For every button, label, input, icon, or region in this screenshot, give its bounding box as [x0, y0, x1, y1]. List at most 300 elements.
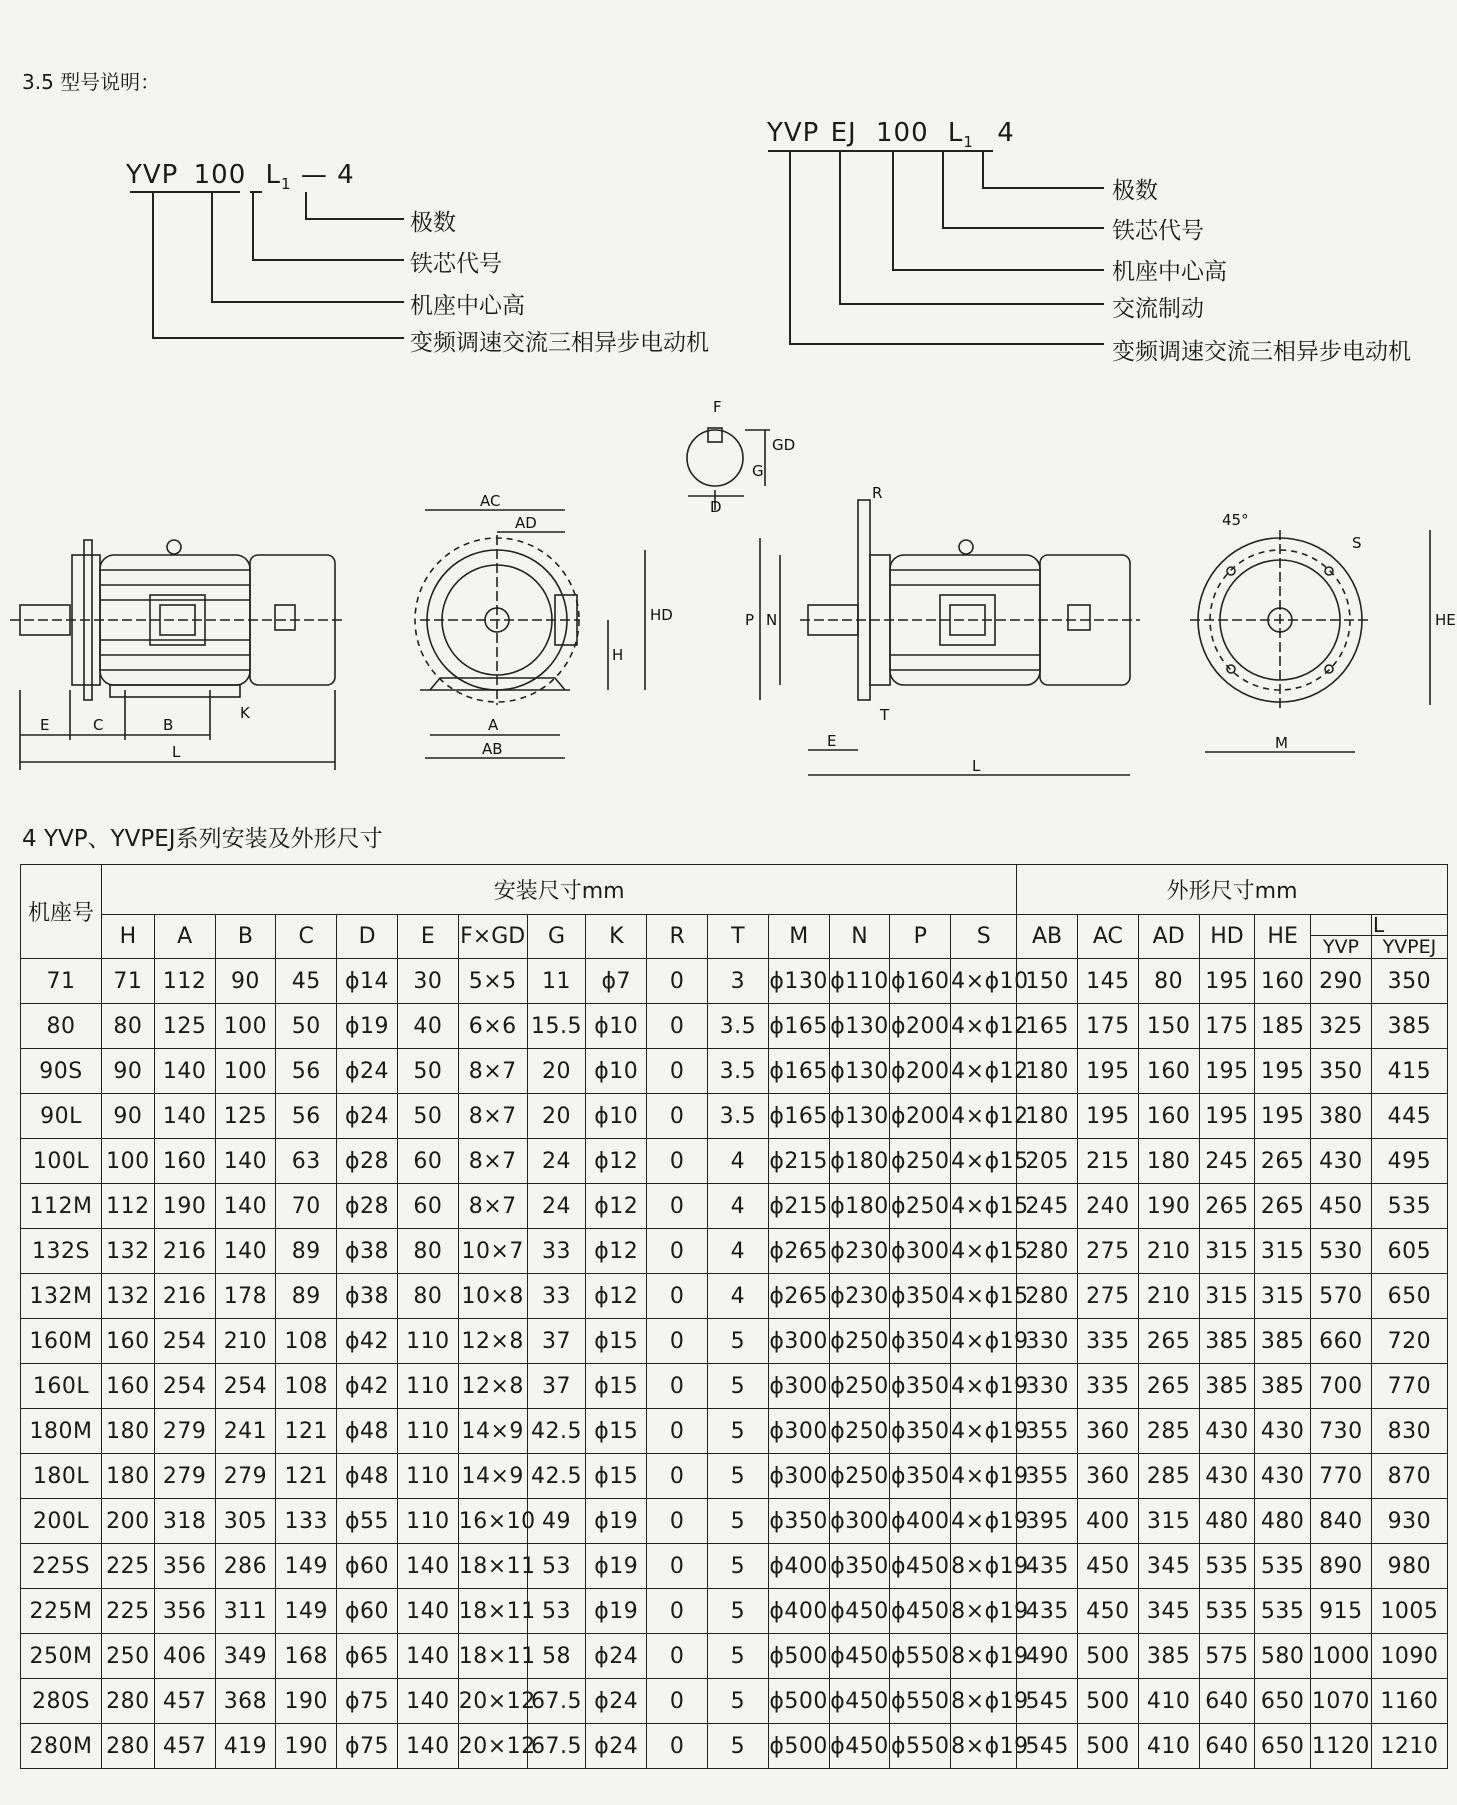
value-cell: 345: [1138, 1544, 1199, 1589]
value-cell: 0: [647, 1679, 708, 1724]
value-cell: ϕ24: [337, 1094, 398, 1139]
model-code-right: [767, 118, 1015, 151]
value-cell: 1005: [1371, 1589, 1447, 1634]
value-cell: 315: [1199, 1229, 1255, 1274]
table-row: [21, 1094, 1448, 1139]
dim-B: B: [163, 716, 174, 734]
value-cell: 8×7: [458, 1139, 527, 1184]
value-cell: 279: [154, 1409, 215, 1454]
value-cell: 42.5: [527, 1409, 586, 1454]
value-cell: 20×12: [458, 1679, 527, 1724]
value-cell: 40: [397, 1004, 458, 1049]
value-cell: 71: [102, 959, 155, 1004]
value-cell: 360: [1077, 1454, 1138, 1499]
frame-cell: 225S: [21, 1544, 102, 1589]
value-cell: 5: [707, 1409, 768, 1454]
value-cell: 14×9: [458, 1409, 527, 1454]
table-row: [21, 1634, 1448, 1679]
value-cell: 20: [527, 1049, 586, 1094]
value-cell: ϕ250: [829, 1364, 890, 1409]
value-cell: ϕ350: [890, 1319, 951, 1364]
table-row: [21, 1454, 1448, 1499]
value-cell: 4: [707, 1139, 768, 1184]
value-cell: 286: [215, 1544, 276, 1589]
value-cell: 4×ϕ12: [951, 1049, 1017, 1094]
value-cell: 140: [215, 1139, 276, 1184]
value-cell: 0: [647, 1409, 708, 1454]
value-cell: 195: [1077, 1094, 1138, 1139]
value-cell: 241: [215, 1409, 276, 1454]
value-cell: 185: [1255, 1004, 1311, 1049]
value-cell: 5: [707, 1544, 768, 1589]
value-cell: 870: [1371, 1454, 1447, 1499]
value-cell: 8×ϕ19: [951, 1544, 1017, 1589]
dim-G: G: [752, 462, 764, 480]
value-cell: 315: [1199, 1274, 1255, 1319]
frame-cell: 71: [21, 959, 102, 1004]
value-cell: 125: [215, 1094, 276, 1139]
value-cell: 67.5: [527, 1724, 586, 1769]
value-cell: ϕ10: [586, 1094, 647, 1139]
value-cell: 110: [397, 1499, 458, 1544]
value-cell: 4×ϕ19: [951, 1499, 1017, 1544]
value-cell: 535: [1199, 1544, 1255, 1589]
value-cell: 330: [1017, 1364, 1078, 1409]
value-cell: ϕ24: [586, 1679, 647, 1724]
table-row: [21, 1589, 1448, 1634]
value-cell: 50: [397, 1094, 458, 1139]
value-cell: 8×ϕ19: [951, 1679, 1017, 1724]
value-cell: 16×10: [458, 1499, 527, 1544]
value-cell: 305: [215, 1499, 276, 1544]
dim-S: S: [1352, 534, 1362, 552]
value-cell: 419: [215, 1724, 276, 1769]
col-header: F×GD: [458, 915, 527, 959]
value-cell: 430: [1255, 1454, 1311, 1499]
value-cell: ϕ450: [829, 1724, 890, 1769]
col-header-l-yvp: [1311, 913, 1385, 959]
value-cell: ϕ55: [337, 1499, 398, 1544]
value-cell: 368: [215, 1679, 276, 1724]
label-height-right: 机座中心高: [1112, 259, 1227, 285]
table-row: [21, 1409, 1448, 1454]
value-cell: 275: [1077, 1229, 1138, 1274]
value-cell: 575: [1199, 1634, 1255, 1679]
value-cell: 830: [1371, 1409, 1447, 1454]
value-cell: 42.5: [527, 1454, 586, 1499]
value-cell: 650: [1371, 1274, 1447, 1319]
dim-K: K: [240, 704, 250, 722]
dim-A: A: [488, 716, 499, 734]
value-cell: 5: [707, 1724, 768, 1769]
value-cell: ϕ300: [768, 1454, 829, 1499]
value-cell: 3.5: [707, 1094, 768, 1139]
value-cell: 335: [1077, 1319, 1138, 1364]
value-cell: 385: [1199, 1319, 1255, 1364]
col-header: G: [527, 915, 586, 959]
value-cell: 110: [397, 1364, 458, 1409]
value-cell: 430: [1199, 1454, 1255, 1499]
value-cell: ϕ28: [337, 1139, 398, 1184]
value-cell: ϕ265: [768, 1274, 829, 1319]
value-cell: 195: [1199, 1049, 1255, 1094]
dim-D: D: [710, 498, 722, 516]
value-cell: ϕ165: [768, 1094, 829, 1139]
value-cell: ϕ450: [890, 1589, 951, 1634]
value-cell: 53: [527, 1544, 586, 1589]
value-cell: 70: [276, 1184, 337, 1229]
value-cell: 254: [154, 1364, 215, 1409]
value-cell: ϕ165: [768, 1004, 829, 1049]
value-cell: 145: [1077, 959, 1138, 1004]
value-cell: 110: [397, 1454, 458, 1499]
value-cell: ϕ350: [890, 1364, 951, 1409]
value-cell: 0: [647, 1724, 708, 1769]
value-cell: 160: [102, 1364, 155, 1409]
value-cell: 280: [102, 1724, 155, 1769]
label-poles-left: 极数: [410, 210, 456, 236]
value-cell: 63: [276, 1139, 337, 1184]
value-cell: 240: [1077, 1184, 1138, 1229]
dim-L: L: [172, 743, 181, 761]
value-cell: 37: [527, 1364, 586, 1409]
value-cell: 110: [397, 1319, 458, 1364]
code-dash: —: [300, 160, 328, 190]
dim-45: 45°: [1222, 511, 1249, 529]
value-cell: 285: [1138, 1409, 1199, 1454]
value-cell: 4×ϕ15: [951, 1139, 1017, 1184]
value-cell: 140: [154, 1049, 215, 1094]
value-cell: ϕ500: [768, 1634, 829, 1679]
value-cell: ϕ200: [890, 1049, 951, 1094]
value-cell: 110: [397, 1409, 458, 1454]
value-cell: ϕ250: [829, 1454, 890, 1499]
section-35-title: 3.5 型号说明：: [22, 70, 161, 94]
value-cell: 140: [397, 1589, 458, 1634]
dim-E2: E: [827, 732, 837, 750]
frame-cell: 160M: [21, 1319, 102, 1364]
value-cell: 315: [1138, 1499, 1199, 1544]
value-cell: ϕ60: [337, 1544, 398, 1589]
value-cell: 140: [215, 1184, 276, 1229]
value-cell: 190: [276, 1724, 337, 1769]
value-cell: ϕ500: [768, 1679, 829, 1724]
column-header-row: [21, 915, 1448, 959]
value-cell: 132: [102, 1274, 155, 1319]
value-cell: 56: [276, 1094, 337, 1139]
value-cell: ϕ200: [890, 1004, 951, 1049]
value-cell: 265: [1199, 1184, 1255, 1229]
value-cell: 605: [1371, 1229, 1447, 1274]
value-cell: 49: [527, 1499, 586, 1544]
value-cell: ϕ15: [586, 1319, 647, 1364]
value-cell: 250: [102, 1634, 155, 1679]
value-cell: 5: [707, 1634, 768, 1679]
front-view-drawing: [415, 510, 645, 758]
value-cell: 245: [1199, 1139, 1255, 1184]
value-cell: 180: [1138, 1139, 1199, 1184]
value-cell: 1070: [1311, 1679, 1372, 1724]
value-cell: 108: [276, 1364, 337, 1409]
motor-drawings: [0, 390, 1457, 810]
value-cell: ϕ15: [586, 1364, 647, 1409]
value-cell: ϕ10: [586, 1049, 647, 1094]
value-cell: 18×11: [458, 1589, 527, 1634]
value-cell: 1160: [1371, 1679, 1447, 1724]
value-cell: 180: [1017, 1049, 1078, 1094]
value-cell: 5: [707, 1589, 768, 1634]
label-brake-right: 交流制动: [1112, 296, 1204, 322]
dim-M: M: [1275, 734, 1288, 752]
value-cell: 5×5: [458, 959, 527, 1004]
value-cell: 430: [1311, 1139, 1372, 1184]
value-cell: 495: [1371, 1139, 1447, 1184]
value-cell: 190: [154, 1184, 215, 1229]
col-header-l-yvpej: [1371, 915, 1447, 959]
frame-cell: 100L: [21, 1139, 102, 1184]
value-cell: 325: [1311, 1004, 1372, 1049]
value-cell: 490: [1017, 1634, 1078, 1679]
code-height: 100: [193, 160, 247, 190]
value-cell: 450: [1311, 1184, 1372, 1229]
value-cell: 195: [1255, 1049, 1311, 1094]
value-cell: ϕ19: [586, 1589, 647, 1634]
value-cell: 11: [527, 959, 586, 1004]
value-cell: 457: [154, 1679, 215, 1724]
value-cell: 730: [1311, 1409, 1372, 1454]
value-cell: 4×ϕ15: [951, 1274, 1017, 1319]
value-cell: 545: [1017, 1724, 1078, 1769]
table-row: [21, 1679, 1448, 1724]
value-cell: 840: [1311, 1499, 1372, 1544]
table-row: [21, 1364, 1448, 1409]
value-cell: 180: [102, 1409, 155, 1454]
frame-cell: 112M: [21, 1184, 102, 1229]
col-header: N: [829, 915, 890, 959]
frame-cell: 280M: [21, 1724, 102, 1769]
col-header: D: [337, 915, 398, 959]
value-cell: 335: [1077, 1364, 1138, 1409]
value-cell: 280: [1017, 1229, 1078, 1274]
value-cell: ϕ110: [829, 959, 890, 1004]
value-cell: 37: [527, 1319, 586, 1364]
value-cell: 100: [102, 1139, 155, 1184]
dim-HE: HE: [1435, 611, 1456, 629]
value-cell: 265: [1255, 1184, 1311, 1229]
value-cell: ϕ48: [337, 1454, 398, 1499]
value-cell: 205: [1017, 1139, 1078, 1184]
value-cell: 0: [647, 1184, 708, 1229]
value-cell: 450: [1077, 1589, 1138, 1634]
value-cell: 80: [1138, 959, 1199, 1004]
value-cell: 175: [1199, 1004, 1255, 1049]
value-cell: 245: [1017, 1184, 1078, 1229]
value-cell: ϕ180: [829, 1139, 890, 1184]
value-cell: 4×ϕ10: [951, 959, 1017, 1004]
value-cell: 132: [102, 1229, 155, 1274]
value-cell: 280: [102, 1679, 155, 1724]
value-cell: 100: [215, 1049, 276, 1094]
value-cell: 180: [1017, 1094, 1078, 1139]
value-cell: ϕ19: [586, 1499, 647, 1544]
value-cell: 385: [1138, 1634, 1199, 1679]
col-header: T: [707, 915, 768, 959]
value-cell: 4×ϕ19: [951, 1319, 1017, 1364]
value-cell: 265: [1138, 1319, 1199, 1364]
value-cell: ϕ24: [586, 1724, 647, 1769]
value-cell: 60: [397, 1184, 458, 1229]
value-cell: 770: [1371, 1364, 1447, 1409]
side-view-drawing: [10, 540, 345, 770]
table-row: [21, 1049, 1448, 1094]
col-header: B: [215, 915, 276, 959]
value-cell: ϕ550: [890, 1724, 951, 1769]
value-cell: 330: [1017, 1319, 1078, 1364]
value-cell: ϕ300: [890, 1229, 951, 1274]
value-cell: ϕ400: [768, 1544, 829, 1589]
value-cell: ϕ38: [337, 1274, 398, 1319]
dimensions-table: [20, 864, 1448, 1769]
label-height-left: 机座中心高: [410, 293, 525, 319]
value-cell: ϕ200: [890, 1094, 951, 1139]
value-cell: 20×12: [458, 1724, 527, 1769]
value-cell: 33: [527, 1274, 586, 1319]
col-header: AC: [1077, 915, 1138, 959]
value-cell: 216: [154, 1229, 215, 1274]
col-header: HE: [1255, 915, 1311, 959]
value-cell: 345: [1138, 1589, 1199, 1634]
value-cell: ϕ400: [768, 1589, 829, 1634]
value-cell: 545: [1017, 1679, 1078, 1724]
dim-HD: HD: [650, 606, 673, 624]
label-motor-left: 变频调速交流三相异步电动机: [410, 330, 709, 356]
value-cell: 160: [102, 1319, 155, 1364]
value-cell: ϕ7: [586, 959, 647, 1004]
value-cell: 4: [707, 1229, 768, 1274]
col-header-l-label: YVP: [1311, 935, 1371, 958]
value-cell: ϕ48: [337, 1409, 398, 1454]
value-cell: 160: [154, 1139, 215, 1184]
flange-side-view-drawing: [760, 500, 1140, 775]
value-cell: 0: [647, 959, 708, 1004]
value-cell: 200: [102, 1499, 155, 1544]
col-header-install: 安装尺寸mm: [102, 865, 1017, 915]
value-cell: ϕ60: [337, 1589, 398, 1634]
dim-F: F: [713, 398, 722, 416]
value-cell: 160: [1138, 1049, 1199, 1094]
value-cell: 50: [276, 1004, 337, 1049]
value-cell: 0: [647, 1319, 708, 1364]
col-header-l: L: [1372, 913, 1385, 937]
value-cell: 80: [102, 1004, 155, 1049]
value-cell: 160: [1138, 1094, 1199, 1139]
dim-C: C: [93, 716, 104, 734]
value-cell: ϕ14: [337, 959, 398, 1004]
value-cell: 415: [1371, 1049, 1447, 1094]
code-core: L: [265, 160, 282, 190]
dim-E: E: [40, 716, 50, 734]
dim-N: N: [766, 611, 778, 629]
col-header-frame: 机座号: [21, 865, 102, 959]
value-cell: ϕ450: [829, 1634, 890, 1679]
value-cell: 80: [397, 1274, 458, 1319]
frame-cell: 250M: [21, 1634, 102, 1679]
value-cell: 930: [1371, 1499, 1447, 1544]
value-cell: 640: [1199, 1679, 1255, 1724]
value-cell: 4×ϕ15: [951, 1184, 1017, 1229]
value-cell: 311: [215, 1589, 276, 1634]
value-cell: 4×ϕ19: [951, 1364, 1017, 1409]
value-cell: 140: [215, 1229, 276, 1274]
value-cell: 915: [1311, 1589, 1372, 1634]
col-header: C: [276, 915, 337, 959]
value-cell: ϕ350: [829, 1544, 890, 1589]
value-cell: 530: [1311, 1229, 1372, 1274]
value-cell: 279: [215, 1454, 276, 1499]
value-cell: 149: [276, 1589, 337, 1634]
value-cell: ϕ350: [768, 1499, 829, 1544]
value-cell: 0: [647, 1589, 708, 1634]
frame-cell: 280S: [21, 1679, 102, 1724]
value-cell: ϕ215: [768, 1139, 829, 1184]
value-cell: 100: [215, 1004, 276, 1049]
value-cell: 350: [1371, 959, 1447, 1004]
dim-AC: AC: [480, 492, 501, 510]
value-cell: 195: [1077, 1049, 1138, 1094]
col-header: E: [397, 915, 458, 959]
value-cell: 0: [647, 1139, 708, 1184]
value-cell: 580: [1255, 1634, 1311, 1679]
value-cell: ϕ400: [890, 1499, 951, 1544]
value-cell: 400: [1077, 1499, 1138, 1544]
value-cell: ϕ12: [586, 1139, 647, 1184]
value-cell: 435: [1017, 1544, 1078, 1589]
value-cell: 890: [1311, 1544, 1372, 1589]
dim-AD: AD: [515, 514, 537, 532]
value-cell: 395: [1017, 1499, 1078, 1544]
value-cell: 0: [647, 1049, 708, 1094]
dim-L2: L: [972, 757, 981, 775]
value-cell: 0: [647, 1274, 708, 1319]
col-header: HD: [1199, 915, 1255, 959]
value-cell: 285: [1138, 1454, 1199, 1499]
value-cell: 4×ϕ15: [951, 1229, 1017, 1274]
value-cell: 315: [1255, 1229, 1311, 1274]
value-cell: 149: [276, 1544, 337, 1589]
table-row: [21, 1544, 1448, 1589]
value-cell: 168: [276, 1634, 337, 1679]
value-cell: 8×ϕ19: [951, 1634, 1017, 1679]
value-cell: ϕ19: [337, 1004, 398, 1049]
code-poles: 4: [337, 160, 355, 190]
value-cell: 318: [154, 1499, 215, 1544]
value-cell: ϕ350: [890, 1274, 951, 1319]
value-cell: 180: [102, 1454, 155, 1499]
value-cell: 480: [1199, 1499, 1255, 1544]
value-cell: 5: [707, 1499, 768, 1544]
value-cell: ϕ550: [890, 1679, 951, 1724]
value-cell: 90: [102, 1094, 155, 1139]
value-cell: 215: [1077, 1139, 1138, 1184]
value-cell: 265: [1138, 1364, 1199, 1409]
value-cell: ϕ250: [890, 1184, 951, 1229]
value-cell: 4: [707, 1184, 768, 1229]
value-cell: 125: [154, 1004, 215, 1049]
value-cell: ϕ250: [829, 1409, 890, 1454]
value-cell: 0: [647, 1004, 708, 1049]
value-cell: 67.5: [527, 1679, 586, 1724]
value-cell: 24: [527, 1139, 586, 1184]
